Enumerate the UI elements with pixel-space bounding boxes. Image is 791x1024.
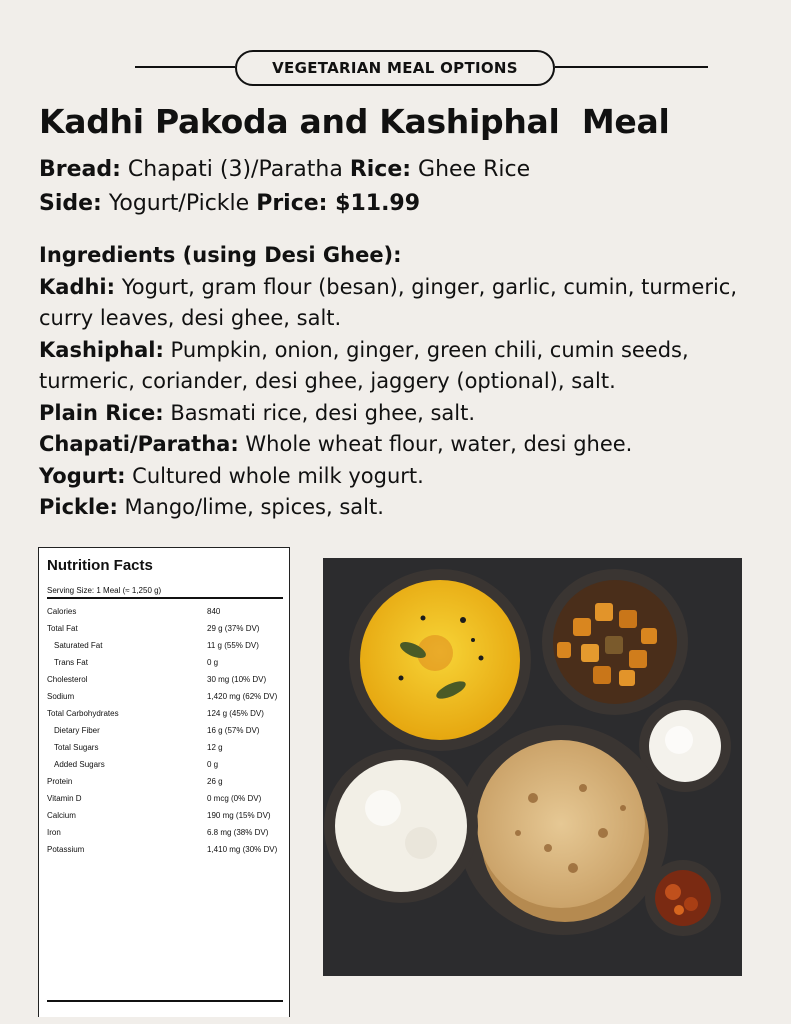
- category-badge: VEGETARIAN MEAL OPTIONS: [235, 50, 555, 86]
- nutrient-label: Saturated Fat: [54, 641, 103, 650]
- side-label: Side:: [39, 191, 102, 216]
- badge-line-right: [555, 66, 708, 68]
- nutrition-facts-panel: [38, 547, 290, 1017]
- nutrition-top-rule: [47, 597, 283, 599]
- nutrient-value: 16 g (57% DV): [207, 726, 260, 735]
- nutrition-row: [47, 828, 283, 840]
- nutrition-row: [47, 845, 283, 857]
- nutrient-value: 190 mg (15% DV): [207, 811, 271, 820]
- nutrition-row: [47, 811, 283, 823]
- bread-label: Bread:: [39, 157, 121, 182]
- ingredient-label: Plain Rice:: [39, 400, 164, 425]
- nutrient-value: 12 g: [207, 743, 223, 752]
- ingredient-label: Kadhi:: [39, 274, 116, 299]
- ingredient-plain-rice: [39, 398, 769, 430]
- nutrient-value: 26 g: [207, 777, 223, 786]
- meal-title: Kadhi Pakoda and Kashiphal Meal: [39, 102, 670, 141]
- nutrient-value: 1,410 mg (30% DV): [207, 845, 278, 854]
- ingredient-yogurt: [39, 461, 769, 493]
- rice-value: Ghee Rice: [411, 157, 531, 182]
- nutrition-row: [47, 624, 283, 636]
- ingredient-chapati: [39, 429, 769, 461]
- ingredient-text: Whole wheat flour, water, desi ghee.: [238, 432, 633, 456]
- nutrient-value: 0 mcg (0% DV): [207, 794, 262, 803]
- ingredient-label: Chapati/Paratha:: [39, 432, 239, 456]
- nutrient-value: 29 g (37% DV): [207, 624, 260, 633]
- side-value: Yogurt/Pickle: [101, 191, 257, 216]
- nutrient-value: 0 g: [207, 760, 219, 769]
- nutrient-label: Iron: [47, 828, 61, 837]
- nutrient-label: Calories: [47, 607, 77, 616]
- nutrient-value: 11 g (55% DV): [207, 641, 259, 650]
- nutrition-title: Nutrition Facts: [47, 557, 153, 574]
- side-price-line: [39, 189, 420, 219]
- nutrition-row: [47, 692, 283, 704]
- price-value: $11.99: [327, 191, 421, 216]
- nutrition-row: [47, 760, 283, 772]
- pickle-bowl: [645, 860, 721, 936]
- nutrient-label: Calcium: [47, 811, 76, 820]
- nutrient-value: 1,420 mg (62% DV): [207, 692, 278, 701]
- nutrient-label: Added Sugars: [54, 760, 105, 769]
- badge-line-left: [135, 66, 235, 68]
- meal-illustration: [323, 558, 742, 976]
- ingredient-label: Kashiphal:: [39, 337, 164, 362]
- ingredient-pickle: [39, 492, 769, 524]
- nutrient-value: 0 g: [207, 658, 219, 667]
- ingredient-kashiphal: [39, 335, 769, 398]
- ingredients-heading: Ingredients (using Desi Ghee):: [39, 243, 402, 267]
- nutrient-label: Cholesterol: [47, 675, 88, 684]
- ingredients-section: [39, 240, 769, 524]
- nutrition-row: [47, 726, 283, 738]
- nutrition-row: [47, 709, 283, 721]
- rice-bowl: [324, 749, 478, 903]
- ingredient-label: Pickle:: [39, 495, 118, 519]
- nutrient-value: 30 mg (10% DV): [207, 675, 267, 684]
- nutrition-row: [47, 675, 283, 687]
- nutrient-label: Sodium: [47, 692, 75, 701]
- nutrient-label: Trans Fat: [54, 658, 88, 667]
- nutrition-row: [47, 641, 283, 653]
- nutrient-label: Vitamin D: [47, 794, 82, 803]
- nutrient-label: Total Fat: [47, 624, 78, 633]
- chapati-plate: [458, 725, 668, 935]
- nutrient-value: 840: [207, 607, 221, 616]
- nutrition-row: [47, 743, 283, 755]
- nutrition-bottom-rule: [47, 1000, 283, 1002]
- nutrient-label: Protein: [47, 777, 73, 786]
- kadhi-bowl: [349, 569, 531, 751]
- serving-size: Serving Size: 1 Meal (≈ 1,250 g): [47, 586, 162, 595]
- ingredient-kadhi: [39, 272, 769, 335]
- bread-value: Chapati (3)/Paratha: [120, 157, 350, 182]
- nutrient-label: Total Sugars: [54, 743, 99, 752]
- nutrition-row: [47, 658, 283, 670]
- nutrient-value: 6.8 mg (38% DV): [207, 828, 269, 837]
- nutrient-label: Total Carbohydrates: [47, 709, 119, 718]
- nutrient-label: Dietary Fiber: [54, 726, 100, 735]
- bread-rice-line: [39, 155, 530, 185]
- nutrition-row: [47, 794, 283, 806]
- ingredient-label: Yogurt:: [39, 463, 126, 488]
- ingredient-text: Mango/lime, spices, salt.: [117, 495, 384, 519]
- ingredient-text: Yogurt, gram flour (besan), ginger, garlic, cumin, turmeric, curry leaves, desi ghee, salt.: [39, 274, 738, 330]
- ingredient-text: Cultured whole milk yogurt.: [125, 463, 424, 488]
- rice-label: Rice:: [349, 157, 412, 182]
- ingredient-text: Pumpkin, onion, ginger, green chili, cumin seeds, turmeric, coriander, desi ghee, jaggery (optional), salt.: [39, 337, 689, 393]
- nutrition-row: [47, 777, 283, 789]
- price-label: Price:: [256, 191, 328, 216]
- nutrient-label: Potassium: [47, 845, 85, 854]
- meal-photo: [323, 558, 742, 976]
- nutrient-value: 124 g (45% DV): [207, 709, 264, 718]
- nutrition-row: [47, 607, 283, 619]
- kashiphal-bowl: [542, 569, 688, 715]
- ingredient-text: Basmati rice, desi ghee, salt.: [163, 400, 476, 425]
